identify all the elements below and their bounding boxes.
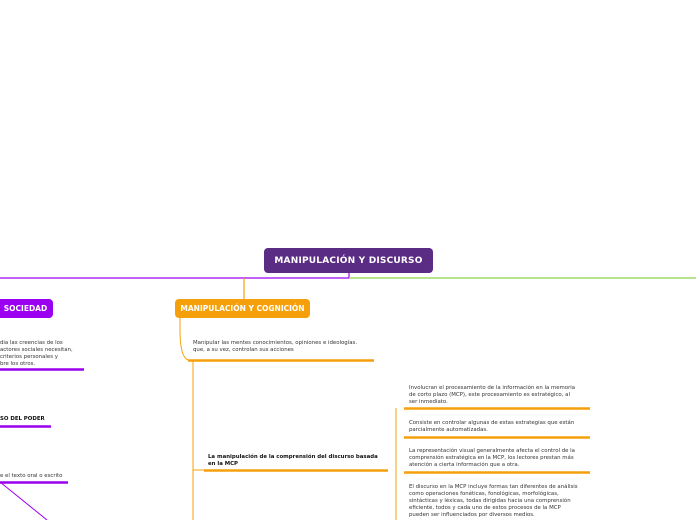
cognition-intro-text[interactable]: Manipular las mentes conocimientos, opiniones e ideologías. que, a su vez, controlan sus acciones xyxy=(193,340,358,353)
mcp-item-2-text[interactable]: Consiste en controlar algunas de estas estrategias que están parcialmente automatizadas. xyxy=(409,420,575,433)
cognition-node-label: MANIPULACIÓN Y COGNICIÓN xyxy=(180,304,305,313)
mcp-item-4-text[interactable]: El discurso en la MCP incluye formas tan diferentes de análisis como operaciones fonéticas, fonológicas, morfológicas, sintácticas y léxicas, todas dirigidas hacia una comprensión eficiente, todos y cada uno de estos procesos de la MCP pueden ser influenciados por diversos medios. xyxy=(409,484,578,518)
society-diagonal-link xyxy=(0,482,47,520)
society-text-1[interactable]: dia las creencias de los actores sociales necesitan, criterios personales y bre los otros. xyxy=(0,340,73,367)
root-to-society-link xyxy=(0,273,349,278)
cognition-node[interactable] xyxy=(175,299,310,318)
mcp-item-1-text[interactable]: Involucran el procesamiento de la información en la memoria de corto plazo (MCP), este procesamiento es estratégico, al ser inmediato. xyxy=(409,385,576,405)
mcp-node-text[interactable]: La manipulación de la comprensión del discurso basada en la MCP xyxy=(208,454,378,467)
mcp-item-3-text[interactable]: La representación visual generalmente afecta el control de la comprensión estratégica en la MCP, los lectores prestan más atención a cierta información que a otra. xyxy=(409,448,575,468)
society-text-3[interactable]: e el texto oral o escrito xyxy=(0,473,63,479)
society-node-label: SOCIEDAD xyxy=(3,304,48,313)
root-node-label: MANIPULACIÓN Y DISCURSO xyxy=(274,255,423,266)
root-node[interactable] xyxy=(264,248,433,273)
society-text-2[interactable]: SO DEL PODER xyxy=(0,416,45,422)
society-node[interactable] xyxy=(0,299,53,318)
